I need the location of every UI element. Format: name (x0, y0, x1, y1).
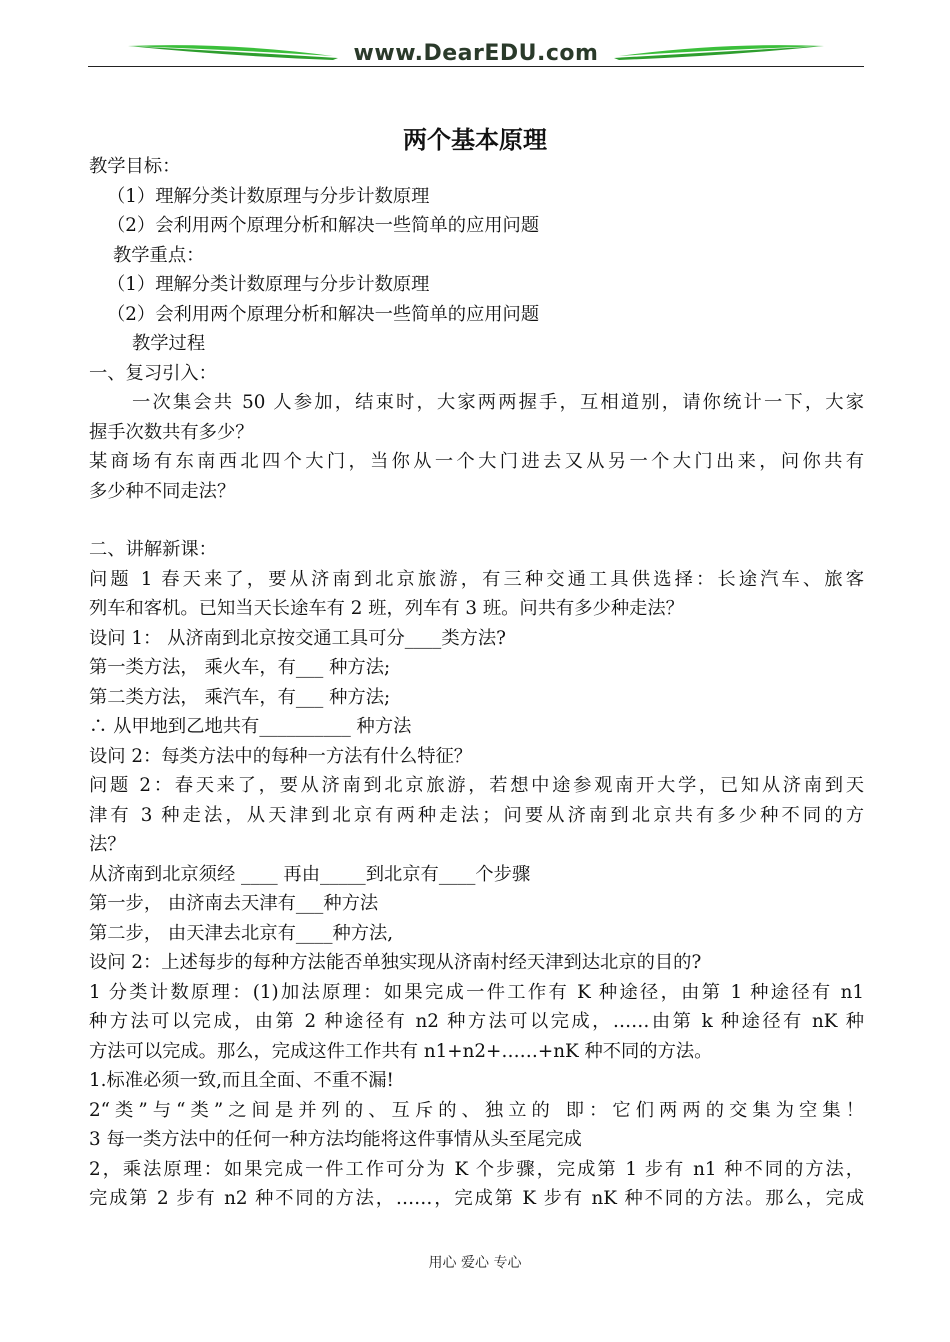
text-line: ∴ 从甲地到乙地共有__________ 种方法 (89, 716, 412, 737)
text-line: 一、复习引入： (89, 362, 217, 384)
text-line: 一次集会共 50 人参加，结束时，大家两两握手，互相道别，请你统计一下，大家 (132, 392, 864, 413)
text-line: 津有 3 种走法，从天津到北京有两种走法；问要从济南到北京共有多少种不同的方 (89, 804, 864, 826)
text-line: 第二类方法， 乘汽车，有___ 种方法; (89, 686, 391, 708)
text-line: 种方法可以完成，由第 2 种途径有 n2 种方法可以完成，……由第 k 种途径有 nK 种 (89, 1011, 864, 1032)
section-heading: 二、讲解新课： (89, 539, 217, 560)
text-line: 设问 2：上述每步的每种方法能否单独实现从济南村经天津到达北京的目的? (89, 952, 702, 973)
blank-line (89, 506, 864, 535)
site-logo-text: www.DearEDU.com (353, 41, 599, 66)
text-line: 教学过程 (132, 333, 206, 354)
text-line: 多少种不同走法？ (89, 480, 236, 502)
site-header (88, 36, 864, 68)
text-line: （2）会利用两个原理分析和解决一些简单的应用问题 (107, 215, 540, 236)
text-line: 设问 1： 从济南到北京按交通工具可分____类方法? (89, 627, 506, 649)
text-line: （2）会利用两个原理分析和解决一些简单的应用问题 (107, 303, 540, 325)
page-title: 两个基本原理 (403, 125, 547, 154)
text-line: 教学重点： (113, 244, 205, 266)
text-line: 法？ (89, 834, 126, 855)
text-line: 方法可以完成。那么，完成这件工作共有 n1+n2+……+nK 种不同的方法。 (89, 1040, 713, 1062)
header-divider (88, 66, 864, 67)
text-line: 列车和客机。已知当天长途车有 2 班，列车有 3 班。问共有多少种走法？ (89, 598, 684, 619)
text-line: 问题 2：春天来了，要从济南到北京旅游，若想中途参观南开大学，已知从济南到天 (89, 775, 864, 796)
text-line: 某商场有东南西北四个大门，当你从一个大门进去又从另一个大门出来，问你共有 (89, 451, 864, 472)
text-line: 2，乘法原理：如果完成一件工作可分为 K 个步骤，完成第 1 步有 n1 种不同的方法， (89, 1158, 864, 1180)
text-line: 2“类”与“类”之间是并列的、互斥的、独立的 即：它们两两的交集为空集！ (89, 1099, 864, 1121)
text-line: 完成第 2 步有 n2 种不同的方法，……，完成第 K 步有 nK 种不同的方法。那么，完成 (89, 1188, 864, 1209)
text-line: 握手次数共有多少？ (89, 421, 254, 443)
text-line: （1）理解分类计数原理与分步计数原理 (107, 185, 430, 207)
text-line: 第一类方法， 乘火车，有___ 种方法; (89, 657, 391, 678)
page-footer: 用心 爱心 专心 (428, 1255, 522, 1271)
text-line: 3 每一类方法中的任何一种方法均能将这件事情从头至尾完成 (89, 1129, 582, 1150)
text-line: 1.标准必须一致,而且全面、不重不漏! (89, 1070, 394, 1091)
text-line: 第一步， 由济南去天津有___种方法 (89, 893, 379, 914)
text-line: 问题 1 春天来了，要从济南到北京旅游，有三种交通工具供选择：长途汽车、旅客 (89, 568, 864, 590)
text-line: 第二步， 由天津去北京有____种方法, (89, 922, 394, 944)
text-line: 教学目标： (89, 156, 181, 177)
text-line: 从济南到北京须经 ____ 再由_____到北京有____个步骤 (89, 863, 531, 885)
text-line: 设问 2：每类方法中的每种一方法有什么特征？ (89, 745, 473, 767)
text-line: （1）理解分类计数原理与分步计数原理 (107, 274, 430, 295)
document-body (89, 152, 864, 1214)
text-line: 1 分类计数原理：(1)加法原理：如果完成一件工作有 K 种途径，由第 1 种途径有 n1 (89, 981, 864, 1003)
